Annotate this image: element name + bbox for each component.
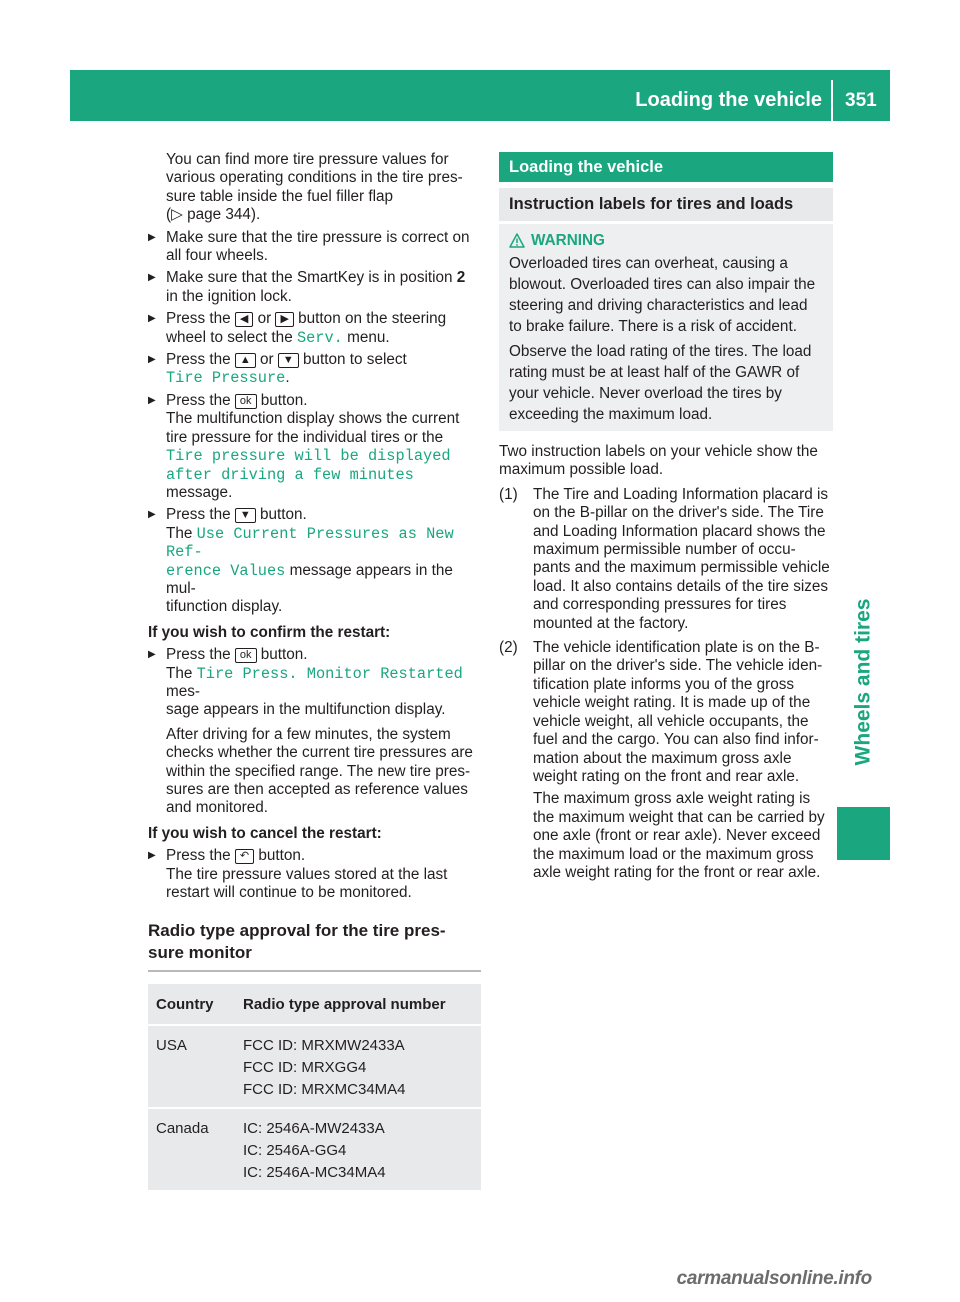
text-line: within the specified range. The new tire pres- [166, 762, 471, 780]
text-line: fuel and the cargo. You can also find infor- [533, 731, 819, 749]
text-line: sure table inside the fuel filler flap [166, 187, 394, 205]
text-line [166, 847, 481, 865]
approval-number: FCC ID: MRXGG4 [243, 1059, 367, 1077]
up-arrow-key-icon: ▲ [235, 353, 256, 368]
text-line: ▶ Make sure that the tire pressure is correct on [166, 228, 470, 246]
text-line [166, 506, 481, 524]
step-cancel-back [148, 847, 481, 902]
table-row [148, 1109, 481, 1190]
text: Press the [166, 310, 235, 328]
text-line: (▷ page 344). [166, 206, 261, 224]
display-text-message: erence Values [166, 561, 286, 580]
text: The [166, 524, 197, 542]
labels-intro [499, 443, 833, 480]
position-number: 2 [456, 269, 466, 287]
display-text-tire-pressure: Tire Pressure [166, 369, 286, 388]
text: Press the [166, 847, 235, 865]
text-line [166, 392, 481, 410]
page-number: 351 [845, 90, 877, 111]
text-line: The vehicle identification plate is on the B- [533, 639, 820, 657]
confirm-heading: If you wish to confirm the restart: [148, 623, 391, 641]
text-line: the maximum weight that can be carried by [533, 808, 825, 826]
list-number: (2) [499, 639, 518, 657]
column-header-approval-number: Radio type approval number [235, 984, 481, 1024]
left-arrow-key-icon: ◀ [235, 312, 253, 327]
cell-country: Canada [148, 1109, 235, 1190]
approval-number: IC: 2546A-GG4 [243, 1142, 347, 1160]
display-text-serv: Serv. [296, 328, 343, 347]
text-line [166, 310, 481, 328]
text: menu. [342, 328, 390, 346]
section-title-radio-approval [148, 920, 481, 964]
text-line: The Tire and Loading Information placard is [533, 485, 829, 503]
header-title: Loading the vehicle [635, 89, 822, 111]
cell-approval-numbers [235, 1026, 481, 1107]
text-line: vehicle weight rating. It is made up of the [533, 694, 811, 712]
section-bar-loading: Loading the vehicle [499, 152, 833, 182]
text: The [166, 664, 197, 682]
text-line [166, 447, 481, 465]
text: message. [166, 483, 233, 501]
text-line: mounted at the factory. [533, 614, 689, 632]
text-line: The multifunction display shows the current [166, 410, 460, 428]
text-line: sures are then accepted as reference values [166, 781, 468, 798]
text-line: your vehicle. Never overload the tires by [509, 385, 782, 402]
text-line [166, 351, 481, 369]
warning-label: WARNING [531, 232, 605, 249]
warning-title [509, 232, 823, 250]
step-check-pressure [148, 229, 481, 266]
text: Press the [166, 391, 235, 409]
text: button. [255, 506, 307, 524]
text-line [166, 665, 481, 702]
text: Make sure that the SmartKey is in position [166, 269, 457, 287]
step-press-ok [148, 392, 481, 502]
text-line: mation about the maximum gross axle [533, 749, 792, 767]
text: or [255, 351, 278, 369]
text: or [253, 310, 276, 328]
right-column [499, 152, 833, 882]
text-line: rating must be at least half of the GAWR of [509, 364, 800, 381]
side-chapter-marker [837, 807, 890, 860]
text-line: vehicle weight, all vehicle occupants, the [533, 712, 809, 730]
text-line: maximum permissible number of occu- [533, 541, 796, 559]
text: Press the [166, 351, 235, 369]
text-line: checks whether the current tire pressures are [166, 744, 473, 762]
right-arrow-key-icon: ▶ [275, 312, 293, 327]
display-text-message: after driving a few minutes [166, 465, 414, 484]
text-line: on the B-pillar on the driver's side. The Tire [533, 504, 824, 522]
text-line: pillar on the driver's side. The vehicle iden- [533, 657, 823, 675]
approval-number: IC: 2546A-MC34MA4 [243, 1164, 386, 1182]
text-line: and Loading Information placard shows the [533, 522, 826, 540]
text-line: Observe the load rating of the tires. The load [509, 343, 812, 360]
cell-approval-numbers [235, 1109, 481, 1190]
list-item-identification-plate [499, 639, 833, 882]
text-line [166, 369, 481, 387]
text-line: one axle (front or rear axle). Never exceed [533, 827, 821, 845]
step-select-serv [148, 310, 481, 347]
table-header-row [148, 984, 481, 1024]
text-line: and monitored. [166, 799, 269, 817]
text-line: After driving for a few minutes, the system [166, 725, 451, 743]
text-line: steering and driving characteristics and lead [509, 297, 808, 314]
down-arrow-key-icon: ▼ [235, 508, 256, 523]
text: button on the steering [293, 310, 447, 328]
cancel-heading: If you wish to cancel the restart: [148, 824, 382, 842]
text: message appears in the mul- [166, 561, 453, 597]
list-number: (1) [499, 485, 518, 503]
cell-country: USA [148, 1026, 235, 1107]
text-line [166, 525, 481, 562]
title-line: sure monitor [148, 943, 252, 963]
text-line [166, 562, 481, 599]
text-line: tifunction display. [166, 598, 283, 616]
text-line: maximum possible load. [499, 461, 664, 479]
text-line [166, 269, 481, 287]
side-chapter-tab [837, 578, 890, 786]
text-line: tire pressure for the individual tires or the [166, 428, 444, 446]
text-line: axle weight rating for the front or rear axle. [533, 863, 821, 881]
step-press-down [148, 506, 481, 616]
approval-number: FCC ID: MRXMW2433A [243, 1037, 405, 1055]
approval-number: FCC ID: MRXMC34MA4 [243, 1081, 406, 1099]
text: button. [256, 646, 308, 664]
text-line: to brake failure. There is a risk of accident. [509, 318, 797, 335]
text: . [285, 369, 290, 387]
table-row [148, 1026, 481, 1107]
warning-box [499, 224, 833, 431]
text: mes- [166, 682, 200, 700]
text: wheel to select the [166, 328, 297, 346]
column-header-country: Country [148, 984, 235, 1024]
text-line: exceeding the maximum load. [509, 406, 713, 423]
display-text-message: Use Current Pressures as New Ref‑ [166, 524, 454, 562]
text-line: Two instruction labels on your vehicle show the [499, 443, 818, 460]
display-text-message: Tire pressure will be displayed [166, 447, 451, 466]
text-line: load. It also contains details of the tire sizes [533, 577, 829, 595]
text-line: weight rating on the front and rear axle. [533, 767, 800, 785]
text-line: all four wheels. [166, 247, 269, 265]
text-line [166, 466, 481, 503]
ok-key-icon: ok [235, 394, 257, 409]
warning-triangle-icon [509, 233, 525, 248]
text-line: restart will continue to be monitored. [166, 884, 412, 902]
text-line: various operating conditions in the tire pres- [166, 169, 463, 187]
text-line: in the ignition lock. [166, 287, 292, 305]
text-line: Overloaded tires can overheat, causing a [509, 255, 788, 272]
text-line: The maximum gross axle weight rating is [533, 790, 811, 808]
text-line: pants and the maximum permissible vehicle [533, 559, 830, 577]
text: button to select [298, 351, 407, 369]
back-key-icon: ↶ [235, 849, 254, 864]
text-line: The tire pressure values stored at the last [166, 865, 448, 883]
text: button. [254, 847, 306, 865]
text: Press the [166, 646, 235, 664]
text-line: the maximum load or the maximum gross [533, 845, 814, 863]
text-line: You can find more tire pressure values for [166, 151, 449, 168]
intro-paragraph [166, 151, 481, 225]
text: button. [256, 391, 308, 409]
text-line [166, 646, 481, 664]
text-line: tification plate informs you of the gross [533, 675, 795, 693]
subsection-bar-labels: Instruction labels for tires and loads [499, 188, 833, 221]
left-column [148, 151, 481, 1192]
text-line: blowout. Overloaded tires can also impair the [509, 276, 816, 293]
title-line: Radio type approval for the tire pres- [148, 921, 446, 941]
display-text-message: Tire Press. Monitor Restarted [196, 664, 463, 683]
text-line: sage appears in the multifunction display. [166, 701, 446, 719]
section-rule [148, 970, 481, 972]
text-line: and corresponding pressures for tires [533, 596, 787, 614]
text-line [166, 329, 481, 347]
ok-key-icon: ok [235, 648, 257, 663]
list-item-placard [499, 486, 833, 633]
approval-number: IC: 2546A-MW2433A [243, 1120, 385, 1138]
footer-watermark: carmanualsonline.info [676, 1268, 872, 1289]
step-select-tire-pressure [148, 351, 481, 388]
step-smartkey [148, 269, 481, 306]
page-header [70, 70, 890, 121]
side-chapter-label: Wheels and tires [851, 598, 875, 766]
header-separator [831, 80, 833, 121]
text: Press the [166, 506, 235, 524]
radio-approval-table [148, 982, 481, 1192]
step-confirm-ok [148, 646, 481, 818]
down-arrow-key-icon: ▼ [278, 353, 299, 368]
